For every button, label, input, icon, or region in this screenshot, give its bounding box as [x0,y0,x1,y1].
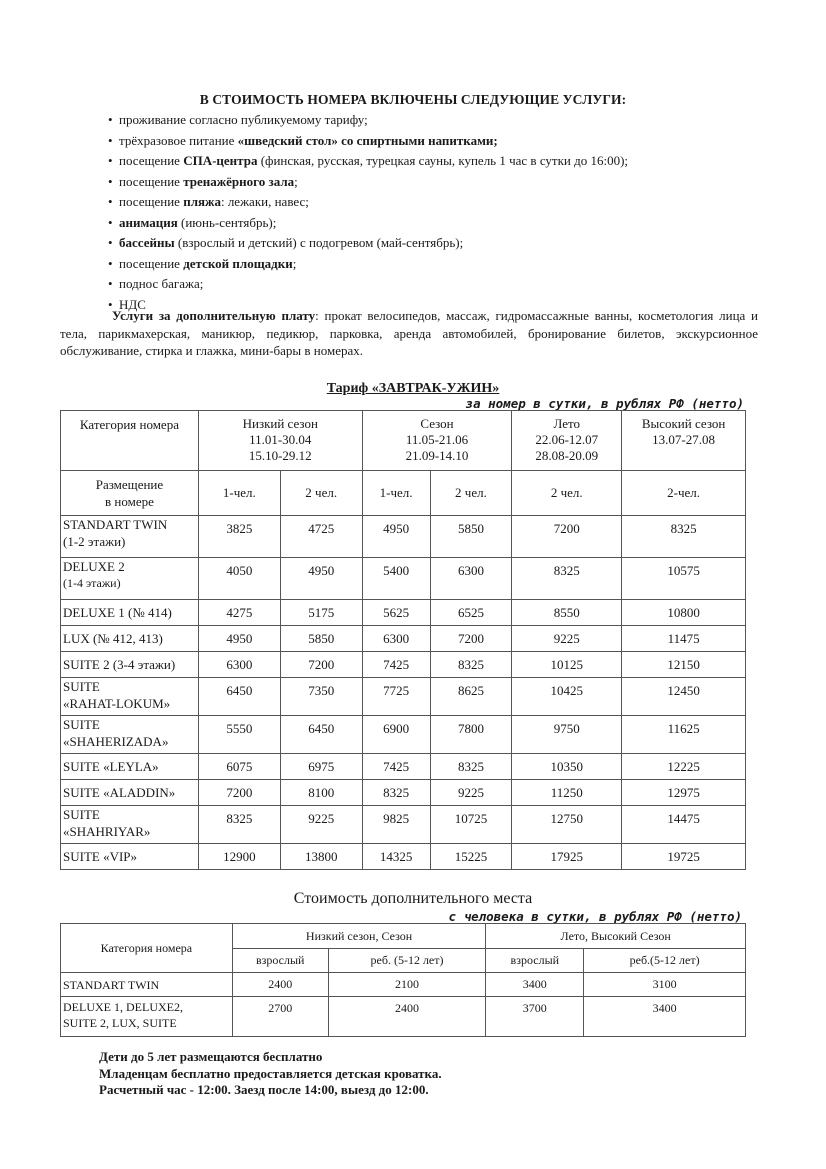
price-cell: 12750 [512,806,622,844]
price-cell: 8325 [622,516,746,558]
price-cell: 2100 [328,973,486,997]
note-infants: Младенцам бесплатно предоставляется детская кроватка. [99,1065,442,1081]
room-category: DELUXE 1 (№ 414) [61,600,199,626]
price-cell: 8100 [280,780,362,806]
extra-services-paragraph [60,307,758,360]
bullet-icon: • [108,173,113,189]
season-header-high: Высокий сезон 13.07-27.08 [622,411,746,471]
season-header-summer: Лето 22.06-12.07 28.08-20.09 [512,411,622,471]
extra-services-text: : прокат велосипедов, массаж, гидромассажные ванны, косметология лица и тела, парикмахерская, маникюр, педикюр, парковка, аренда автомобилей, бронирование билетов, экскурсионное обслуживание, стирка и глажка, мини-бары в номерах. [60,308,759,358]
price-cell: 9225 [512,626,622,652]
occupancy-cell: 2 чел. [512,471,622,516]
price-cell: 6300 [362,626,430,652]
price-cell: 10725 [430,806,512,844]
list-item: • НДС [108,295,628,316]
price-cell: 6525 [430,600,512,626]
price-cell: 12975 [622,780,746,806]
price-cell: 7725 [362,678,430,716]
price-cell: 9750 [512,716,622,754]
price-cell: 8325 [198,806,280,844]
price-cell: 9825 [362,806,430,844]
notes [99,1049,442,1099]
note-children: Дети до 5 лет размещаются бесплатно [99,1049,323,1064]
price-cell: 12225 [622,754,746,780]
bullet-icon: • [108,194,113,209]
price-cell: 8550 [512,600,622,626]
table-row [61,844,746,870]
occupancy-cell: 1-чел. [362,471,430,516]
price-cell: 14325 [362,844,430,870]
season-header-row [61,411,746,471]
table-row [61,678,746,716]
price-cell: 12450 [622,678,746,716]
table-row [61,716,746,754]
price-cell: 19725 [622,844,746,870]
list-item: • анимация (июнь-сентябрь); [108,213,628,234]
price-cell: 12150 [622,652,746,678]
price-cell: 9225 [430,780,512,806]
price-cell: 6300 [198,652,280,678]
season-header-low: Низкий сезон 11.01-30.04 15.10-29.12 [198,411,362,471]
room-category: LUX (№ 412, 413) [61,626,199,652]
bullet-icon: • [108,276,113,291]
bullet-icon: • [108,214,113,230]
room-category: SUITE «LEYLA» [61,754,199,780]
price-cell: 7425 [362,652,430,678]
included-services-list [108,110,628,315]
price-cell: 8325 [362,780,430,806]
price-cell: 2400 [232,973,328,997]
extra-bed-title: Стоимость дополнительного места [293,890,533,907]
extra-bed-table [60,923,746,1037]
table-row [61,516,746,558]
occupancy-cell: 2 чел. [430,471,512,516]
list-item: • посещение детской площадки; [108,254,628,275]
room-category: STANDART TWIN [61,973,233,997]
price-cell: 10800 [622,600,746,626]
category-header: Категория номера [61,411,199,471]
room-category: DELUXE 2 (1-4 этажи) [61,558,199,600]
table-row [61,600,746,626]
room-category: DELUXE 1, DELUXE2, SUITE 2, LUX, SUITE [61,997,233,1037]
price-cell: 8325 [430,652,512,678]
extra-bed-subtitle: с человека в сутки, в рублях РФ (нетто) [448,909,742,924]
price-cell: 15225 [430,844,512,870]
table-row [61,558,746,600]
room-category: SUITE «RAHAT-LOKUM» [61,678,199,716]
price-cell: 11625 [622,716,746,754]
tariff-table [60,410,746,870]
price-cell: 12900 [198,844,280,870]
list-item: • трёхразовое питание «шведский стол» со спиртными напитками; [108,131,628,152]
room-category: SUITE «SHAHERIZADA» [61,716,199,754]
list-item: • проживание согласно публикуемому тарифу; [108,110,628,131]
bullet-icon: • [108,235,113,250]
price-cell: 4950 [280,558,362,600]
price-cell: 6075 [198,754,280,780]
price-cell: 8625 [430,678,512,716]
price-cell: 5850 [280,626,362,652]
occupancy-cell: 1-чел. [198,471,280,516]
occupancy-header-row [61,471,746,516]
table-row [61,806,746,844]
subheader-cell: взрослый [486,949,584,973]
price-cell: 4275 [198,600,280,626]
price-cell: 6300 [430,558,512,600]
bullet-icon: • [108,296,113,312]
price-cell: 3400 [584,997,746,1037]
occupancy-cell: 2-чел. [622,471,746,516]
included-services-title: В СТОИМОСТЬ НОМЕРА ВКЛЮЧЕНЫ СЛЕДУЮЩИЕ УСЛУГИ: [199,92,627,107]
bullet-icon: • [108,132,113,148]
price-cell: 4725 [280,516,362,558]
price-cell: 7200 [512,516,622,558]
price-cell: 8325 [512,558,622,600]
price-cell: 7200 [198,780,280,806]
price-cell: 11250 [512,780,622,806]
price-cell: 5550 [198,716,280,754]
list-item: • бассейны (взрослый и детский) с подогревом (май-сентябрь); [108,233,628,254]
price-cell: 4950 [198,626,280,652]
table-row [61,997,746,1037]
price-cell: 6975 [280,754,362,780]
room-category: STANDART TWIN (1-2 этажи) [61,516,199,558]
price-cell: 11475 [622,626,746,652]
price-cell: 6900 [362,716,430,754]
season-header-mid: Сезон 11.05-21.06 21.09-14.10 [362,411,512,471]
tariff-subtitle: за номер в сутки, в рублях РФ (нетто) [465,396,744,411]
list-item: • посещение тренажёрного зала; [108,172,628,193]
price-cell: 5400 [362,558,430,600]
room-category: SUITE «SHAHRIYAR» [61,806,199,844]
price-cell: 7200 [280,652,362,678]
bullet-icon: • [108,153,113,168]
price-cell: 7200 [430,626,512,652]
price-cell: 4950 [362,516,430,558]
list-item: • посещение СПА-центра (финская, русская, турецкая сауны, купель 1 час в сутки до 16:00); [108,151,628,172]
price-cell: 14475 [622,806,746,844]
price-cell: 7800 [430,716,512,754]
table-row [61,973,746,997]
price-cell: 3825 [198,516,280,558]
group-header-row [61,924,746,949]
price-cell: 7350 [280,678,362,716]
room-category: SUITE «ALADDIN» [61,780,199,806]
price-cell: 10350 [512,754,622,780]
price-cell: 17925 [512,844,622,870]
table-row [61,626,746,652]
price-cell: 10425 [512,678,622,716]
table-row [61,652,746,678]
list-item: • поднос багажа; [108,274,628,295]
price-cell: 10125 [512,652,622,678]
price-cell: 5850 [430,516,512,558]
price-cell: 10575 [622,558,746,600]
list-item: • посещение пляжа: лежаки, навес; [108,192,628,213]
group-header: Лето, Высокий Сезон [486,924,746,949]
placement-header: Размещение в номере [61,471,199,516]
price-cell: 5175 [280,600,362,626]
price-cell: 2400 [328,997,486,1037]
bullet-icon: • [108,255,113,271]
bullet-icon: • [108,112,113,127]
subheader-cell: реб.(5-12 лет) [584,949,746,973]
note-checkout: Расчетный час - 12:00. Заезд после 14:00, выезд до 12:00. [99,1082,429,1097]
price-cell: 3100 [584,973,746,997]
price-cell: 8325 [430,754,512,780]
price-cell: 13800 [280,844,362,870]
room-category: SUITE «VIP» [61,844,199,870]
subheader-cell: реб. (5-12 лет) [328,949,486,973]
group-header: Низкий сезон, Сезон [232,924,486,949]
table-row [61,754,746,780]
price-cell: 7425 [362,754,430,780]
occupancy-cell: 2 чел. [280,471,362,516]
category-header: Категория номера [61,924,233,973]
price-cell: 2700 [232,997,328,1037]
extra-services-label: Услуги за дополнительную плату [112,308,316,323]
price-cell: 6450 [198,678,280,716]
price-cell: 6450 [280,716,362,754]
tariff-title: Тариф «ЗАВТРАК-УЖИН» [326,381,500,396]
subheader-cell: взрослый [232,949,328,973]
price-cell: 5625 [362,600,430,626]
price-cell: 9225 [280,806,362,844]
price-cell: 4050 [198,558,280,600]
table-row [61,780,746,806]
price-cell: 3400 [486,973,584,997]
room-category: SUITE 2 (3-4 этажи) [61,652,199,678]
price-cell: 3700 [486,997,584,1037]
